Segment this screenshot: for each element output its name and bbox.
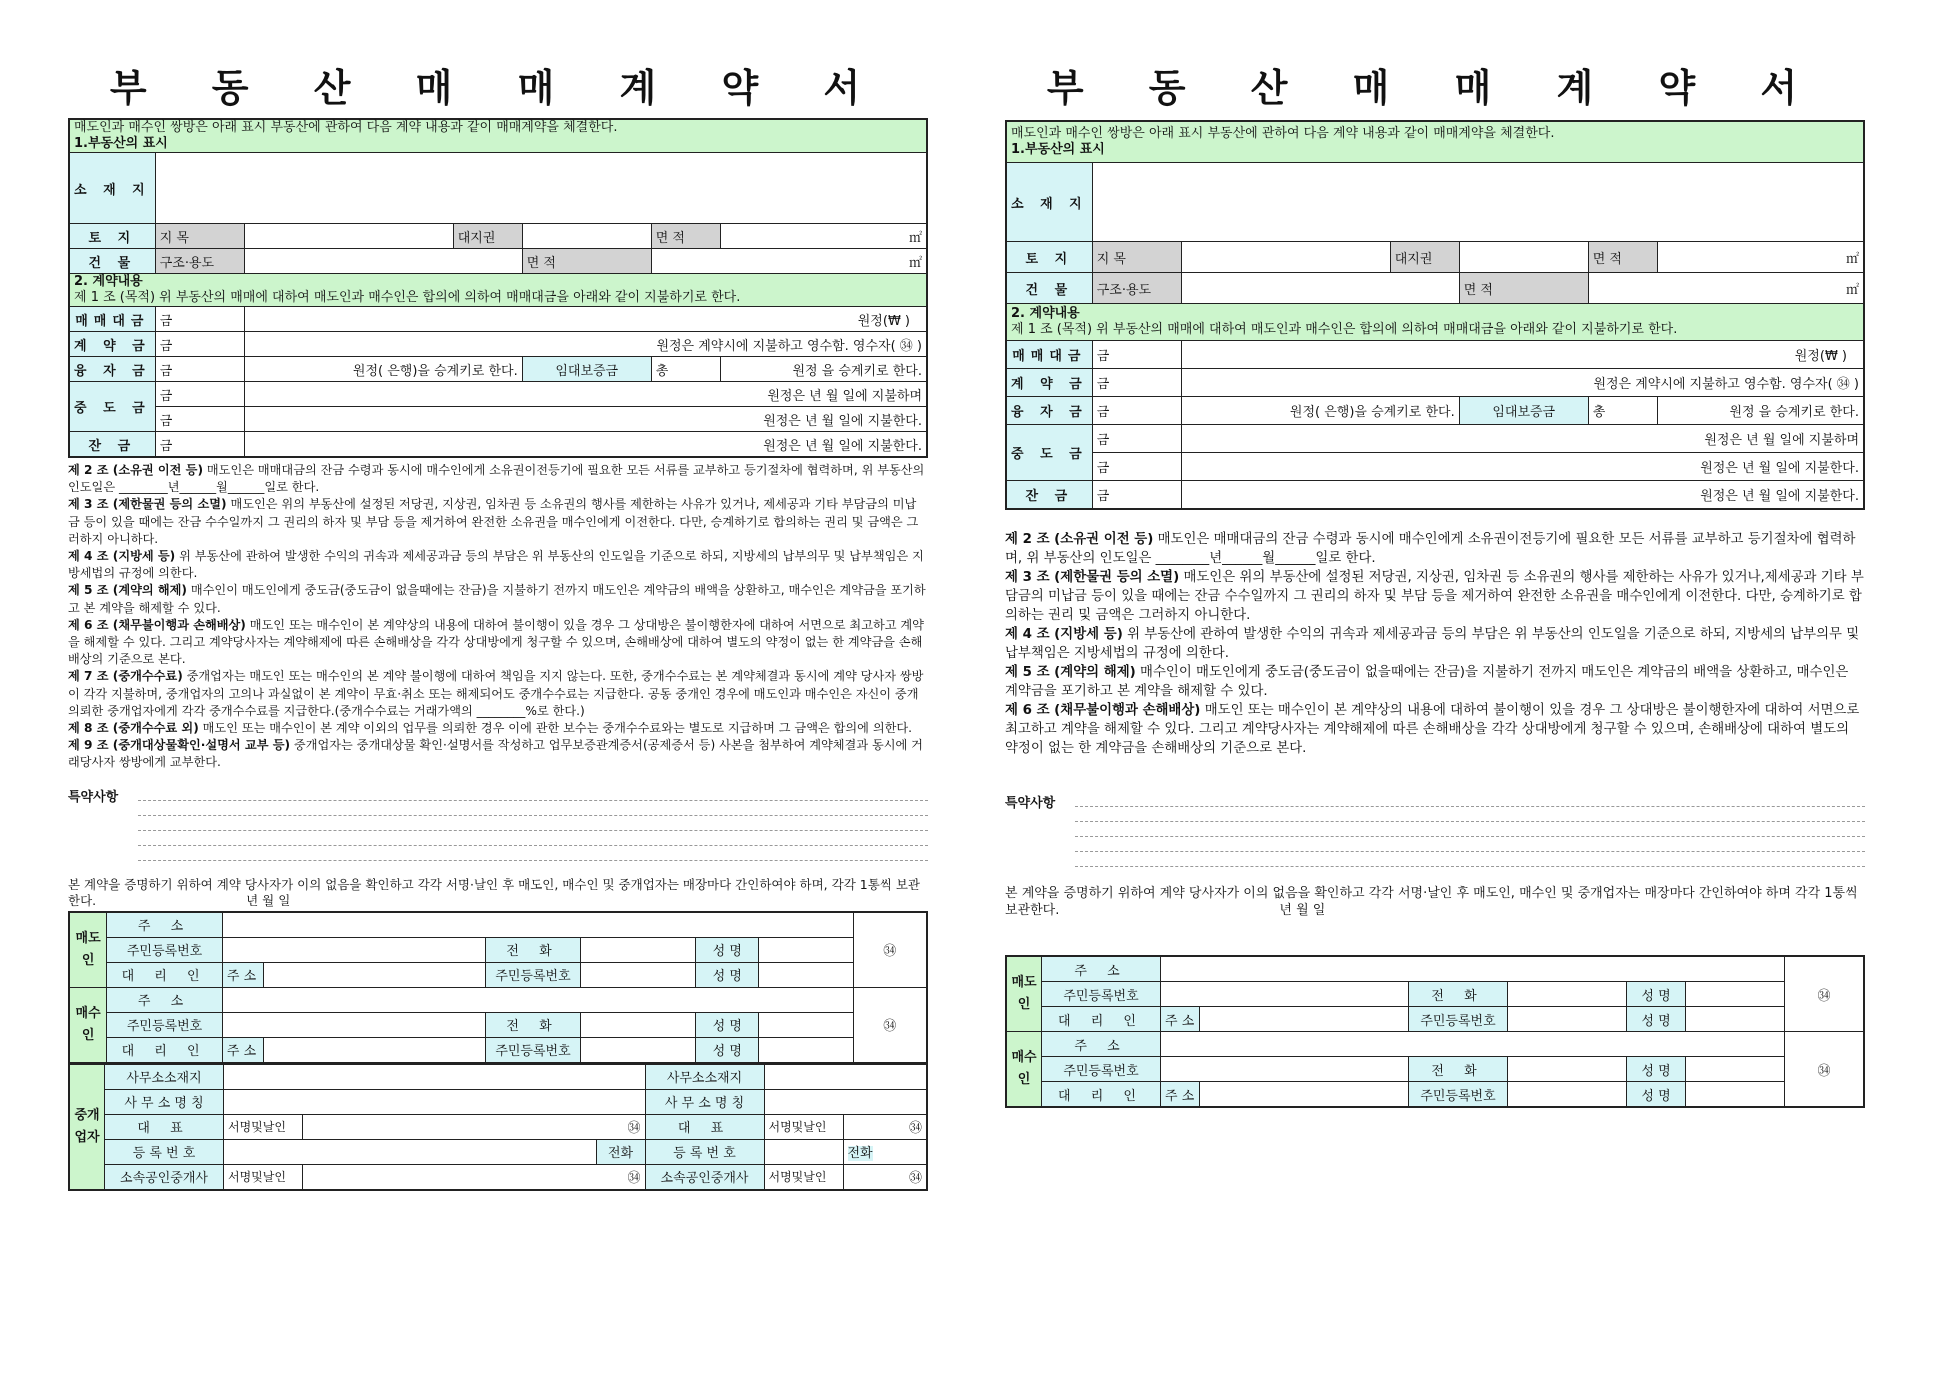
- balance-field[interactable]: 원정은 년 월 일에 지불한다.: [1181, 481, 1864, 510]
- buyer-agent-name-field[interactable]: [1686, 1082, 1785, 1108]
- page-title: 부 동 산 매 매 계 약 서: [1046, 66, 1824, 110]
- seller-address-field[interactable]: [1161, 956, 1785, 982]
- contract-date: 년 월 일: [1279, 903, 1326, 918]
- broker2-rep-seal[interactable]: ㉞: [843, 1114, 927, 1139]
- seller-agent-resid-field[interactable]: [580, 962, 696, 987]
- articles-left: [68, 462, 928, 772]
- buyer-resid-field[interactable]: [222, 1012, 485, 1037]
- middle-payment-1-field[interactable]: 원정은 년 월 일에 지불하며: [244, 382, 927, 407]
- contract-page-right: [1005, 0, 1865, 1108]
- land-area-field[interactable]: ㎡: [1657, 242, 1864, 273]
- category-label: 지 목: [155, 224, 244, 249]
- buyer-name-field[interactable]: [1686, 1057, 1785, 1082]
- special-terms-lines[interactable]: [1075, 792, 1865, 867]
- middle-payment-2-field[interactable]: 원정은 년 월 일에 지불한다.: [244, 407, 927, 432]
- price-field[interactable]: 원정(₩ ): [1181, 341, 1864, 369]
- article-3: 제 3 조 (제한물권 등의 소멸) 매도인은 위의 부동산에 설정된 저당권, 지상권, 임차권 등 소유권의 행사를 제한하는 사유가 있거나, 제세공과 기타 부담금의 미납금 등이 있을 때에는 잔금 수수일까지 그 권리의 하자 및 부담 등을 제거하여 완전한 소유권을 매수인에게 이전한다. 다만, 승계하기로 합의하는 권리 및 금액은 그러하지 아니하다.: [68, 497, 919, 546]
- location-field[interactable]: [155, 153, 927, 224]
- building-area-field[interactable]: ㎡: [1588, 273, 1864, 304]
- signature-table: 매도인 주 소 ㉞ 주민등록번호 전 화 성 명 대 리 인 주 소 주민등록번호 성 명 매수인 주 소 ㉞ 주민등록번호 전 화 성 명 대 리 인 주 소 주민등록번호 성 명: [68, 911, 928, 1064]
- seller-agent-address-field[interactable]: [1200, 1007, 1409, 1032]
- land-label: 토 지: [69, 224, 155, 249]
- lease-deposit-field[interactable]: 원정 을 승계키로 한다.: [720, 357, 927, 382]
- broker1-assist-seal[interactable]: ㉞: [303, 1164, 646, 1190]
- deposit-field[interactable]: 원정은 계약시에 지불하고 영수함. 영수자( ㉞ ): [1181, 369, 1864, 397]
- contract-date: 년 월 일: [246, 892, 291, 908]
- broker1-rep-seal[interactable]: ㉞: [303, 1114, 646, 1139]
- seller-phone-field[interactable]: [580, 937, 696, 962]
- section-1-title: 1.부동산의 표시: [74, 136, 168, 151]
- seller-agent-address-field[interactable]: [264, 962, 486, 987]
- buyer-resid-field[interactable]: [1161, 1057, 1409, 1082]
- structure-field[interactable]: [1181, 273, 1459, 304]
- buyer-address-field[interactable]: [1161, 1032, 1785, 1057]
- article-8: 제 8 조 (중개수수료 외) 매도인 또는 매수인이 본 계약 이외의 업무를 의뢰한 경우 이에 관한 보수는 중개수수료와는 별도로 지급하며 그 금액은 합의에 의한다.: [68, 721, 913, 736]
- structure-field[interactable]: [244, 249, 522, 274]
- deposit-field[interactable]: 원정은 계약시에 지불하고 영수함. 영수자( ㉞ ): [244, 332, 927, 357]
- article-6: 제 6 조 (채무불이행과 손해배상) 매도인 또는 매수인이 본 계약상의 내용에 대하여 불이행이 있을 경우 그 상대방은 불이행한자에 대하여 서면으로 최고하고 계약을 해제할 수 있다. 그리고 계약당사자는 계약해제에 따른 손해배상을 각각 상대방에게 청구할 수 있으며, 손해배상에 대하여 별도의 약정이 없는 한 계약금을 손해배상의 기준으로 본다.: [68, 617, 924, 667]
- landright-field[interactable]: [1459, 242, 1588, 273]
- article-4: 제 4 조 (지방세 등) 위 부동산에 관하여 발생한 수익의 귀속과 제세공과금 등의 부담은 위 부동산의 인도일을 기준으로 하되, 지방세의 납부의무 및 납부책임은 지방세법의 규정에 의한다.: [1005, 627, 1860, 661]
- section-2-title: 2. 계약내용: [74, 274, 143, 289]
- balance-field[interactable]: 원정은 년 월 일에 지불한다.: [244, 432, 927, 458]
- buyer-phone-field[interactable]: [1508, 1057, 1627, 1082]
- building-label: 건 물: [69, 249, 155, 274]
- broker2-phone-field[interactable]: 전화: [843, 1139, 927, 1164]
- buyer-phone-field[interactable]: [580, 1012, 696, 1037]
- property-table: 매도인과 매수인 쌍방은 아래 표시 부동산에 관하여 다음 계약 내용과 같이 매매계약을 체결한다. 1.부동산의 표시 소 재 지 토 지 지 목 대지권 면 적 ㎡ 건 물 구조·용도 면 적 ㎡ 2. 계약내용 제 1 조 (목적) 위 부동산의 매매에 대하여 매도인과 매수인은 합의에 의하여 매매대금을 아래와 같이 지불하기로 한다. 매매대금 금 원정(₩ ) 계 약 금 금 원정은 계약시에 지불하고 영수함. 영수자( ㉞ ) 융 자 금 금 원정( 은행)을 승계키로 한다. 임대보증금 총 원정 을 승계키로 한다. 중 도 금 금 원정은 년 월 일에 지불하며 금 원정은 년 월 일에 지불한다. 잔 금 금 원정은 년 월 일에 지불한다.: [1005, 120, 1865, 510]
- broker1-reg-field[interactable]: [224, 1139, 597, 1164]
- buyer-name-field[interactable]: [759, 1012, 854, 1037]
- land-area-field[interactable]: ㎡: [720, 224, 927, 249]
- broker2-assist-seal[interactable]: ㉞: [843, 1164, 927, 1190]
- seller-agent-name-field[interactable]: [759, 962, 854, 987]
- middle-payment-label: 중 도 금: [69, 382, 155, 432]
- buyer-agent-resid-field[interactable]: [580, 1037, 696, 1063]
- middle-payment-1-field[interactable]: 원정은 년 월 일에 지불하며: [1181, 425, 1864, 453]
- seller-resid-field[interactable]: [222, 937, 485, 962]
- special-terms-lines[interactable]: [138, 786, 928, 861]
- category-field[interactable]: [244, 224, 453, 249]
- article-4: 제 4 조 (지방세 등) 위 부동산에 관하여 발생한 수익의 귀속과 제세공과금 등의 부담은 위 부동산의 인도일을 기준으로 하되, 지방세의 납부의무 및 납부책임은 지방세법의 규정에 의한다.: [68, 549, 924, 581]
- article-9: 제 9 조 (중개대상물확인·설명서 교부 등) 중개업자는 중개대상물 확인·설명서를 작성하고 업무보증관계증서(공제증서 등) 사본을 첨부하여 계약체결과 동시에 거래당사자 쌍방에게 교부한다.: [68, 738, 923, 770]
- buyer-address-field[interactable]: [222, 987, 853, 1012]
- intro-text: 매도인과 매수인 쌍방은 아래 표시 부동산에 관하여 다음 계약 내용과 같이 매매계약을 체결한다.: [74, 120, 618, 135]
- articles-right: [1005, 530, 1865, 758]
- buyer-label: 매수인: [69, 987, 107, 1063]
- buyer-agent-address-field[interactable]: [1200, 1082, 1409, 1108]
- seller-name-field[interactable]: [1686, 982, 1785, 1007]
- article-7: 제 7 조 (중개수수료) 중개업자는 매도인 또는 매수인의 본 계약 불이행에 대하여 책임을 지지 않는다. 또한, 중개수수료는 본 계약체결과 동시에 계약 당사자 쌍방이 각각 지불하며, 중개업자의 고의나 과실없이 본 계약이 무효·취소 또는 해제되어도 중개수수료는 지급한다. 공동 중개인 경우에 매도인과 매수인은 자신이 중개 의뢰한 중개업자에게 각각 중개수수료를 지급한다.(중개수수료는 거래가액의 ________%로 한다.): [68, 669, 924, 718]
- seller-name-field[interactable]: [759, 937, 854, 962]
- building-area-label: 면 적: [522, 249, 651, 274]
- broker1-office-field[interactable]: [224, 1064, 646, 1089]
- buyer-agent-address-field[interactable]: [264, 1037, 486, 1063]
- seller-resid-field[interactable]: [1161, 982, 1409, 1007]
- article-2: 제 2 조 (소유권 이전 등) 매도인은 매매대금의 잔금 수령과 동시에 매수인에게 소유권이전등기에 필요한 모든 서류를 교부하고 등기절차에 협력하며, 위 부동산의 인도일은 ________년______월______일로 한다.: [68, 463, 925, 495]
- middle-payment-2-field[interactable]: 원정은 년 월 일에 지불한다.: [1181, 453, 1864, 481]
- price-field[interactable]: 원정(₩ ): [244, 307, 927, 332]
- seller-seal: ㉞: [853, 912, 927, 988]
- buyer-seal: ㉞: [853, 987, 927, 1063]
- buyer-agent-resid-field[interactable]: [1508, 1082, 1627, 1108]
- article-5: 제 5 조 (계약의 해제) 매수인이 매도인에게 중도금(중도금이 없을때에는 잔금)을 지불하기 전까지 매도인은 계약금의 배액을 상환하고, 매수인은 계약금을 포기하고 본 계약을 해제할 수 있다.: [68, 583, 926, 615]
- signature-table: 매도인 주 소 ㉞ 주민등록번호 전 화 성 명 대 리 인 주 소 주민등록번호 성 명 매수인 주 소 ㉞ 주민등록번호 전 화 성 명 대 리 인 주 소 주민등록번호 성 명: [1005, 955, 1865, 1108]
- closing-statement: 본 계약을 증명하기 위하여 계약 당사자가 이의 없음을 확인하고 각각 서명·날인 후 매도인, 매수인 및 중개업자는 매장마다 간인하여야 하며 각각 1통씩 보관한다. 년 월 일: [1005, 886, 1858, 918]
- price-label: 매매대금: [69, 307, 155, 332]
- special-terms: 특약사항: [1005, 792, 1865, 867]
- seller-address-field[interactable]: [222, 912, 853, 938]
- contract-page-left: [68, 0, 928, 1191]
- loan-label: 융 자 금: [69, 357, 155, 382]
- seller-label: 매도인: [69, 912, 107, 988]
- broker-label: 중개업자: [69, 1064, 105, 1190]
- closing-statement: 본 계약을 증명하기 위하여 계약 당사자가 이의 없음을 확인하고 각각 서명·날인 후 매도인, 매수인 및 중개업자는 매장마다 간인하여야 하며, 각각 1통씩 보관한다. 년 월 일: [68, 876, 920, 908]
- article-6: 제 6 조 (채무불이행과 손해배상) 매도인 또는 매수인이 본 계약상의 내용에 대하여 불이행이 있을 경우 그 상대방은 불이행한자에 대하여 서면으로 최고하고 계약을 해제할 수 있다. 그리고 계약당사자는 계약해제에 따른 손해배상을 각각 상대방에게 청구할 수 있으며, 손해배상에 대하여 별도의 약정이 없는 한 계약금을 손해배상의 기준으로 본다.: [1005, 703, 1860, 756]
- article-1: 제 1 조 (목적) 위 부동산의 매매에 대하여 매도인과 매수인은 합의에 의하여 매매대금을 아래와 같이 지불하기로 한다.: [74, 290, 741, 305]
- location-label: 소 재 지: [69, 153, 155, 224]
- lease-deposit-field[interactable]: 원정 을 승계키로 한다.: [1657, 397, 1864, 425]
- deposit-label: 계 약 금: [69, 332, 155, 357]
- seller-phone-field[interactable]: [1508, 982, 1627, 1007]
- seller-agent-name-field[interactable]: [1686, 1007, 1785, 1032]
- location-field[interactable]: [1092, 163, 1864, 242]
- special-terms-label: 특약사항: [68, 789, 119, 805]
- landright-label: 대지권: [453, 224, 522, 249]
- loan-field[interactable]: 원정( 은행)을 승계키로 한다.: [1181, 397, 1459, 425]
- special-terms: [68, 786, 928, 861]
- land-area-label: 면 적: [651, 224, 720, 249]
- page-title: 부 동 산 매 매 계 약 서: [109, 66, 887, 110]
- landright-field[interactable]: [522, 224, 651, 249]
- lease-deposit-label: 임대보증금: [522, 357, 651, 382]
- property-table: 매도인과 매수인 쌍방은 아래 표시 부동산에 관하여 다음 계약 내용과 같이 매매계약을 체결한다. 1.부동산의 표시 소 재 지 토 지 지 목 대지권 면 적 ㎡ 건 물 구조·용도 면 적 ㎡ 2. 계약내용 제 1 조 (목적) 위 부동산의 매매에 대하여 매도인과 매수인은 합의에 의하여 매매대금을 아래와 같이 지불하기로 한다. 매매대금 금 원정(₩ ) 계 약 금 금 원정은 계약시에 지불하고 영수함. 영수자( ㉞ ) 융 자 금 금 원정( 은행)을 승계키로 한다. 임대보증금 총 원정 을 승계키로 한다. 중 도 금 금 원정은 년 월 일에 지불하며 금 원정은 년 월 일에 지불한다. 잔 금 금 원정은 년 월 일에 지불한다.: [68, 118, 928, 458]
- broker1-name-field[interactable]: [224, 1089, 646, 1114]
- balance-label: 잔 금: [69, 432, 155, 458]
- seller-agent-resid-field[interactable]: [1508, 1007, 1627, 1032]
- category-field[interactable]: [1181, 242, 1390, 273]
- building-area-field[interactable]: ㎡: [651, 249, 927, 274]
- article-3: 제 3 조 (제한물권 등의 소멸) 매도인은 위의 부동산에 설정된 저당권, 지상권, 임차권 등 소유권의 행사를 제한하는 사유가 있거나,제세공과 기타 부담금의 미납금 등이 있을 때에는 잔금 수수일까지 그 권리의 하자 및 부담 등을 제거하여 완전한 소유권을 매수인에게 이전한다. 다만, 승계하기로 합의하는 권리 및 금액은 그러하지 아니한다.: [1005, 570, 1864, 623]
- broker2-reg-field[interactable]: [764, 1139, 843, 1164]
- article-5: 제 5 조 (계약의 해제) 매수인이 매도인에게 중도금(중도금이 없을때에는 잔금)을 지불하기 전까지 매도인은 계약금의 배액을 상환하고, 매수인은 계약금을 포기하고 본 계약을 해제할 수 있다.: [1005, 665, 1849, 699]
- broker-table: 중개업자 사무소소재지 사무소소재지 사 무 소 명 칭 사 무 소 명 칭 대 표 서명및날인 ㉞ 대 표 서명및날인 ㉞ 등 록 번 호 전화 등 록 번 호 전화 소속공인중개사 서명및날인 ㉞ 소속공인중개사 서명및날인 ㉞: [68, 1064, 928, 1191]
- broker2-name-field[interactable]: [764, 1089, 927, 1114]
- loan-field[interactable]: 원정( 은행)을 승계키로 한다.: [244, 357, 522, 382]
- article-2: 제 2 조 (소유권 이전 등) 매도인은 매매대금의 잔금 수령과 동시에 매수인에게 소유권이전등기에 필요한 모든 서류를 교부하고 등기절차에 협력하며, 위 부동산의 인도일은 ________년______월______일로 한다.: [1005, 532, 1856, 566]
- buyer-agent-name-field[interactable]: [759, 1037, 854, 1063]
- structure-label: 구조·용도: [155, 249, 244, 274]
- broker2-office-field[interactable]: [764, 1064, 927, 1089]
